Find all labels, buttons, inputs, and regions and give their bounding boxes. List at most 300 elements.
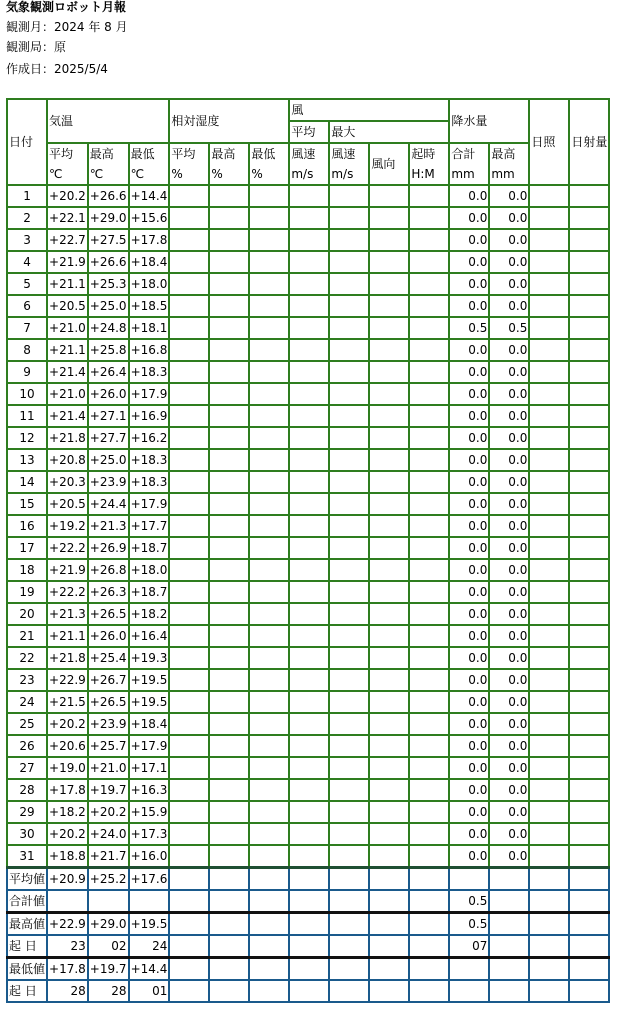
daily-temp-min-cell: +19.5 — [129, 669, 170, 691]
header-solar: 日射量 — [569, 99, 609, 185]
daily-rain-total-cell: 0.0 — [449, 845, 489, 868]
daily-wind-avg-speed-cell — [289, 427, 329, 449]
summary-humidity-min-cell — [249, 935, 289, 958]
summary-wind-time-cell — [409, 980, 449, 1002]
daily-temp-avg-cell: +20.2 — [47, 713, 88, 735]
daily-rain-max-cell: 0.0 — [489, 273, 529, 295]
daily-rain-total-cell: 0.0 — [449, 581, 489, 603]
daily-wind-time-cell — [409, 185, 449, 207]
daily-row — [7, 449, 609, 471]
daily-temp-avg-cell: +17.8 — [47, 779, 88, 801]
daily-temp-min-cell: +17.9 — [129, 493, 170, 515]
daily-wind-max-speed-cell — [329, 647, 369, 669]
daily-temp-max-cell: +25.4 — [88, 647, 129, 669]
daily-sunshine-cell — [529, 801, 569, 823]
daily-humidity-avg-cell — [169, 339, 209, 361]
daily-wind-time-cell — [409, 273, 449, 295]
daily-humidity-min-cell — [249, 515, 289, 537]
daily-row — [7, 559, 609, 581]
daily-humidity-max-cell — [209, 603, 249, 625]
daily-rain-max-cell: 0.0 — [489, 647, 529, 669]
daily-sunshine-cell — [529, 493, 569, 515]
daily-wind-time-cell — [409, 471, 449, 493]
summary-temp-max-cell: 28 — [88, 980, 129, 1002]
daily-wind-max-speed-cell — [329, 273, 369, 295]
daily-rain-total-cell: 0.0 — [449, 251, 489, 273]
daily-wind-max-speed-cell — [329, 449, 369, 471]
daily-humidity-max-cell — [209, 757, 249, 779]
summary-temp-max-cell: +25.2 — [88, 868, 129, 891]
daily-humidity-avg-cell — [169, 229, 209, 251]
summary-temp-avg-cell: 28 — [47, 980, 88, 1002]
daily-wind-avg-speed-cell — [289, 779, 329, 801]
daily-wind-direction-cell — [369, 625, 409, 647]
summary-solar-cell — [569, 935, 609, 958]
summary-wind-direction-cell — [369, 980, 409, 1002]
summary-solar-cell — [569, 980, 609, 1002]
daily-humidity-min-cell — [249, 823, 289, 845]
daily-wind-time-cell — [409, 229, 449, 251]
header-hum-min: 最低 % — [249, 143, 289, 185]
daily-temp-min-cell: +14.4 — [129, 185, 170, 207]
summary-rows — [7, 868, 609, 1003]
daily-temp-min-cell: +17.9 — [129, 735, 170, 757]
daily-sunshine-cell — [529, 251, 569, 273]
daily-label-cell: 13 — [7, 449, 47, 471]
daily-wind-max-speed-cell — [329, 493, 369, 515]
summary-wind-avg-speed-cell — [289, 913, 329, 936]
daily-wind-time-cell — [409, 493, 449, 515]
daily-wind-direction-cell — [369, 361, 409, 383]
daily-humidity-max-cell — [209, 647, 249, 669]
summary-wind-time-cell — [409, 935, 449, 958]
daily-wind-max-speed-cell — [329, 845, 369, 868]
daily-humidity-avg-cell — [169, 185, 209, 207]
daily-temp-max-cell: +26.7 — [88, 669, 129, 691]
daily-label-cell: 31 — [7, 845, 47, 868]
daily-sunshine-cell — [529, 405, 569, 427]
daily-humidity-avg-cell — [169, 713, 209, 735]
daily-solar-cell — [569, 449, 609, 471]
summary-temp-max-cell: +29.0 — [88, 913, 129, 936]
header-temp-max: 最高 ℃ — [88, 143, 129, 185]
daily-temp-max-cell: +25.3 — [88, 273, 129, 295]
daily-rain-max-cell: 0.0 — [489, 735, 529, 757]
daily-temp-avg-cell: +21.0 — [47, 383, 88, 405]
daily-solar-cell — [569, 185, 609, 207]
daily-rain-max-cell: 0.0 — [489, 603, 529, 625]
daily-wind-max-speed-cell — [329, 669, 369, 691]
summary-humidity-max-cell — [209, 958, 249, 981]
daily-wind-direction-cell — [369, 339, 409, 361]
summary-temp-max-cell: +19.7 — [88, 958, 129, 981]
daily-wind-max-speed-cell — [329, 735, 369, 757]
daily-label-cell: 7 — [7, 317, 47, 339]
daily-rain-max-cell: 0.0 — [489, 339, 529, 361]
daily-temp-max-cell: +19.7 — [88, 779, 129, 801]
summary-wind-max-speed-cell — [329, 935, 369, 958]
daily-solar-cell — [569, 229, 609, 251]
daily-humidity-max-cell — [209, 779, 249, 801]
daily-wind-avg-speed-cell — [289, 603, 329, 625]
daily-humidity-avg-cell — [169, 537, 209, 559]
daily-label-cell: 25 — [7, 713, 47, 735]
daily-wind-max-speed-cell — [329, 471, 369, 493]
summary-label-cell: 平均値 — [7, 868, 47, 891]
header-wind-time: 起時 H:M — [409, 143, 449, 185]
summary-rain-max-cell — [489, 935, 529, 958]
summary-wind-avg-speed-cell — [289, 890, 329, 913]
daily-temp-min-cell: +15.9 — [129, 801, 170, 823]
daily-rain-total-cell: 0.0 — [449, 295, 489, 317]
header-rain: 降水量 — [449, 99, 529, 143]
daily-humidity-min-cell — [249, 339, 289, 361]
daily-humidity-avg-cell — [169, 625, 209, 647]
daily-temp-avg-cell: +22.2 — [47, 537, 88, 559]
daily-temp-min-cell: +16.9 — [129, 405, 170, 427]
daily-wind-avg-speed-cell — [289, 559, 329, 581]
summary-wind-direction-cell — [369, 913, 409, 936]
daily-sunshine-cell — [529, 845, 569, 868]
summary-temp-min-cell: +14.4 — [129, 958, 170, 981]
daily-wind-max-speed-cell — [329, 405, 369, 427]
daily-humidity-avg-cell — [169, 383, 209, 405]
daily-temp-min-cell: +18.7 — [129, 537, 170, 559]
daily-rain-max-cell: 0.0 — [489, 823, 529, 845]
daily-wind-direction-cell — [369, 845, 409, 868]
daily-humidity-min-cell — [249, 625, 289, 647]
summary-humidity-max-cell — [209, 868, 249, 891]
daily-row — [7, 405, 609, 427]
daily-rain-total-cell: 0.0 — [449, 713, 489, 735]
daily-wind-direction-cell — [369, 229, 409, 251]
daily-wind-direction-cell — [369, 383, 409, 405]
daily-temp-avg-cell: +20.2 — [47, 823, 88, 845]
summary-temp-min-cell: 01 — [129, 980, 170, 1002]
daily-label-cell: 24 — [7, 691, 47, 713]
daily-wind-avg-speed-cell — [289, 207, 329, 229]
summary-humidity-avg-cell — [169, 890, 209, 913]
daily-humidity-min-cell — [249, 757, 289, 779]
summary-wind-time-cell — [409, 913, 449, 936]
daily-wind-max-speed-cell — [329, 383, 369, 405]
daily-wind-avg-speed-cell — [289, 801, 329, 823]
summary-temp-min-cell: +17.6 — [129, 868, 170, 891]
summary-label-cell: 最高値 — [7, 913, 47, 936]
daily-sunshine-cell — [529, 295, 569, 317]
daily-temp-max-cell: +21.3 — [88, 515, 129, 537]
daily-wind-avg-speed-cell — [289, 625, 329, 647]
summary-wind-max-speed-cell — [329, 980, 369, 1002]
daily-wind-max-speed-cell — [329, 801, 369, 823]
daily-solar-cell — [569, 625, 609, 647]
daily-temp-min-cell: +18.0 — [129, 273, 170, 295]
daily-label-cell: 12 — [7, 427, 47, 449]
daily-humidity-min-cell — [249, 383, 289, 405]
daily-row — [7, 801, 609, 823]
summary-humidity-min-cell — [249, 980, 289, 1002]
daily-humidity-min-cell — [249, 647, 289, 669]
daily-rain-max-cell: 0.0 — [489, 427, 529, 449]
daily-wind-avg-speed-cell — [289, 515, 329, 537]
daily-wind-avg-speed-cell — [289, 735, 329, 757]
summary-label-cell: 最低値 — [7, 958, 47, 981]
summary-wind-direction-cell — [369, 890, 409, 913]
daily-solar-cell — [569, 559, 609, 581]
daily-rain-total-cell: 0.0 — [449, 625, 489, 647]
daily-row — [7, 273, 609, 295]
daily-humidity-min-cell — [249, 317, 289, 339]
daily-label-cell: 3 — [7, 229, 47, 251]
daily-temp-avg-cell: +21.9 — [47, 251, 88, 273]
summary-temp-min-cell — [129, 890, 170, 913]
daily-humidity-avg-cell — [169, 207, 209, 229]
daily-wind-time-cell — [409, 669, 449, 691]
daily-rain-max-cell: 0.5 — [489, 317, 529, 339]
daily-wind-avg-speed-cell — [289, 405, 329, 427]
daily-temp-min-cell: +18.1 — [129, 317, 170, 339]
summary-humidity-min-cell — [249, 913, 289, 936]
daily-row — [7, 581, 609, 603]
daily-sunshine-cell — [529, 471, 569, 493]
daily-label-cell: 17 — [7, 537, 47, 559]
daily-wind-avg-speed-cell — [289, 251, 329, 273]
daily-humidity-min-cell — [249, 691, 289, 713]
daily-row — [7, 823, 609, 845]
daily-rain-total-cell: 0.0 — [449, 427, 489, 449]
summary-rain-max-cell — [489, 868, 529, 891]
summary-humidity-max-cell — [209, 935, 249, 958]
daily-wind-max-speed-cell — [329, 295, 369, 317]
daily-wind-avg-speed-cell — [289, 493, 329, 515]
header-rain-max: 最高 mm — [489, 143, 529, 185]
daily-solar-cell — [569, 779, 609, 801]
daily-temp-max-cell: +26.0 — [88, 383, 129, 405]
daily-temp-avg-cell: +22.2 — [47, 581, 88, 603]
daily-rain-total-cell: 0.0 — [449, 691, 489, 713]
daily-row — [7, 625, 609, 647]
summary-wind-time-cell — [409, 890, 449, 913]
summary-humidity-min-cell — [249, 890, 289, 913]
daily-label-cell: 6 — [7, 295, 47, 317]
daily-humidity-max-cell — [209, 713, 249, 735]
daily-temp-max-cell: +26.3 — [88, 581, 129, 603]
daily-wind-avg-speed-cell — [289, 273, 329, 295]
daily-rain-max-cell: 0.0 — [489, 449, 529, 471]
summary-sunshine-cell — [529, 980, 569, 1002]
header-wind: 風 — [289, 99, 449, 121]
daily-row — [7, 603, 609, 625]
daily-wind-direction-cell — [369, 735, 409, 757]
daily-wind-time-cell — [409, 735, 449, 757]
daily-sunshine-cell — [529, 581, 569, 603]
daily-humidity-avg-cell — [169, 559, 209, 581]
daily-rain-max-cell: 0.0 — [489, 559, 529, 581]
daily-wind-max-speed-cell — [329, 823, 369, 845]
daily-rain-total-cell: 0.0 — [449, 647, 489, 669]
daily-solar-cell — [569, 801, 609, 823]
daily-solar-cell — [569, 405, 609, 427]
daily-humidity-avg-cell — [169, 603, 209, 625]
daily-label-cell: 20 — [7, 603, 47, 625]
daily-humidity-avg-cell — [169, 251, 209, 273]
daily-sunshine-cell — [529, 207, 569, 229]
daily-row — [7, 427, 609, 449]
daily-humidity-min-cell — [249, 735, 289, 757]
daily-humidity-max-cell — [209, 427, 249, 449]
daily-rain-max-cell: 0.0 — [489, 383, 529, 405]
daily-wind-avg-speed-cell — [289, 229, 329, 251]
summary-humidity-max-cell — [209, 890, 249, 913]
daily-wind-time-cell — [409, 251, 449, 273]
summary-row — [7, 935, 609, 958]
daily-temp-min-cell: +17.3 — [129, 823, 170, 845]
daily-label-cell: 18 — [7, 559, 47, 581]
daily-rain-max-cell: 0.0 — [489, 625, 529, 647]
summary-rain-total-cell — [449, 868, 489, 891]
daily-temp-min-cell: +18.3 — [129, 361, 170, 383]
daily-temp-avg-cell: +20.3 — [47, 471, 88, 493]
daily-wind-avg-speed-cell — [289, 845, 329, 868]
daily-wind-direction-cell — [369, 317, 409, 339]
daily-wind-max-speed-cell — [329, 603, 369, 625]
daily-rain-total-cell: 0.0 — [449, 515, 489, 537]
daily-temp-avg-cell: +21.1 — [47, 273, 88, 295]
header-date: 日付 — [7, 99, 47, 185]
daily-rain-total-cell: 0.0 — [449, 823, 489, 845]
daily-humidity-max-cell — [209, 207, 249, 229]
daily-humidity-avg-cell — [169, 317, 209, 339]
daily-humidity-min-cell — [249, 845, 289, 868]
daily-rain-max-cell: 0.0 — [489, 405, 529, 427]
summary-rain-total-cell — [449, 958, 489, 981]
daily-humidity-min-cell — [249, 295, 289, 317]
daily-temp-min-cell: +18.2 — [129, 603, 170, 625]
daily-temp-min-cell: +16.8 — [129, 339, 170, 361]
daily-solar-cell — [569, 823, 609, 845]
daily-rain-total-cell: 0.0 — [449, 757, 489, 779]
daily-wind-avg-speed-cell — [289, 669, 329, 691]
daily-temp-max-cell: +26.8 — [88, 559, 129, 581]
daily-sunshine-cell — [529, 669, 569, 691]
daily-sunshine-cell — [529, 361, 569, 383]
daily-temp-max-cell: +25.0 — [88, 295, 129, 317]
daily-temp-avg-cell: +21.8 — [47, 427, 88, 449]
summary-wind-time-cell — [409, 958, 449, 981]
daily-sunshine-cell — [529, 603, 569, 625]
daily-wind-time-cell — [409, 625, 449, 647]
daily-sunshine-cell — [529, 229, 569, 251]
daily-label-cell: 21 — [7, 625, 47, 647]
summary-rain-total-cell: 07 — [449, 935, 489, 958]
daily-humidity-min-cell — [249, 273, 289, 295]
daily-temp-avg-cell: +21.5 — [47, 691, 88, 713]
daily-wind-avg-speed-cell — [289, 383, 329, 405]
daily-wind-max-speed-cell — [329, 713, 369, 735]
daily-solar-cell — [569, 537, 609, 559]
daily-solar-cell — [569, 647, 609, 669]
summary-humidity-min-cell — [249, 868, 289, 891]
daily-temp-avg-cell: +21.8 — [47, 647, 88, 669]
daily-temp-avg-cell: +21.4 — [47, 361, 88, 383]
daily-temp-min-cell: +16.0 — [129, 845, 170, 868]
daily-label-cell: 27 — [7, 757, 47, 779]
summary-row — [7, 958, 609, 981]
daily-rain-total-cell: 0.0 — [449, 405, 489, 427]
daily-humidity-max-cell — [209, 339, 249, 361]
summary-rain-max-cell — [489, 890, 529, 913]
summary-temp-min-cell: +19.5 — [129, 913, 170, 936]
daily-humidity-max-cell — [209, 361, 249, 383]
daily-temp-min-cell: +18.3 — [129, 471, 170, 493]
daily-humidity-min-cell — [249, 471, 289, 493]
summary-solar-cell — [569, 913, 609, 936]
summary-label-cell: 合計値 — [7, 890, 47, 913]
daily-solar-cell — [569, 207, 609, 229]
daily-humidity-max-cell — [209, 251, 249, 273]
daily-wind-direction-cell — [369, 581, 409, 603]
daily-wind-time-cell — [409, 317, 449, 339]
daily-wind-avg-speed-cell — [289, 449, 329, 471]
daily-temp-max-cell: +26.4 — [88, 361, 129, 383]
daily-sunshine-cell — [529, 559, 569, 581]
daily-humidity-max-cell — [209, 185, 249, 207]
daily-temp-max-cell: +26.9 — [88, 537, 129, 559]
daily-wind-max-speed-cell — [329, 625, 369, 647]
daily-humidity-avg-cell — [169, 405, 209, 427]
daily-rain-total-cell: 0.0 — [449, 383, 489, 405]
daily-rain-total-cell: 0.0 — [449, 669, 489, 691]
table-header — [7, 99, 609, 185]
daily-wind-time-cell — [409, 647, 449, 669]
daily-rain-total-cell: 0.0 — [449, 471, 489, 493]
daily-sunshine-cell — [529, 625, 569, 647]
daily-wind-time-cell — [409, 713, 449, 735]
daily-temp-avg-cell: +21.9 — [47, 559, 88, 581]
daily-humidity-min-cell — [249, 801, 289, 823]
daily-humidity-avg-cell — [169, 735, 209, 757]
daily-solar-cell — [569, 339, 609, 361]
daily-wind-time-cell — [409, 207, 449, 229]
daily-temp-max-cell: +24.4 — [88, 493, 129, 515]
daily-wind-max-speed-cell — [329, 361, 369, 383]
daily-sunshine-cell — [529, 383, 569, 405]
daily-rain-total-cell: 0.0 — [449, 537, 489, 559]
daily-humidity-avg-cell — [169, 845, 209, 868]
daily-rain-total-cell: 0.0 — [449, 449, 489, 471]
daily-row — [7, 471, 609, 493]
daily-temp-min-cell: +16.4 — [129, 625, 170, 647]
daily-temp-avg-cell: +20.2 — [47, 185, 88, 207]
header-sunshine: 日照 — [529, 99, 569, 185]
daily-humidity-avg-cell — [169, 691, 209, 713]
header-wind-max: 最大 — [329, 121, 449, 143]
daily-rain-max-cell: 0.0 — [489, 207, 529, 229]
daily-humidity-max-cell — [209, 493, 249, 515]
daily-humidity-max-cell — [209, 471, 249, 493]
daily-solar-cell — [569, 493, 609, 515]
daily-row — [7, 295, 609, 317]
daily-humidity-min-cell — [249, 603, 289, 625]
summary-humidity-max-cell — [209, 980, 249, 1002]
summary-wind-max-speed-cell — [329, 868, 369, 891]
summary-label-cell: 起 日 — [7, 935, 47, 958]
daily-humidity-min-cell — [249, 779, 289, 801]
daily-label-cell: 29 — [7, 801, 47, 823]
daily-wind-time-cell — [409, 427, 449, 449]
daily-humidity-min-cell — [249, 427, 289, 449]
daily-row — [7, 691, 609, 713]
